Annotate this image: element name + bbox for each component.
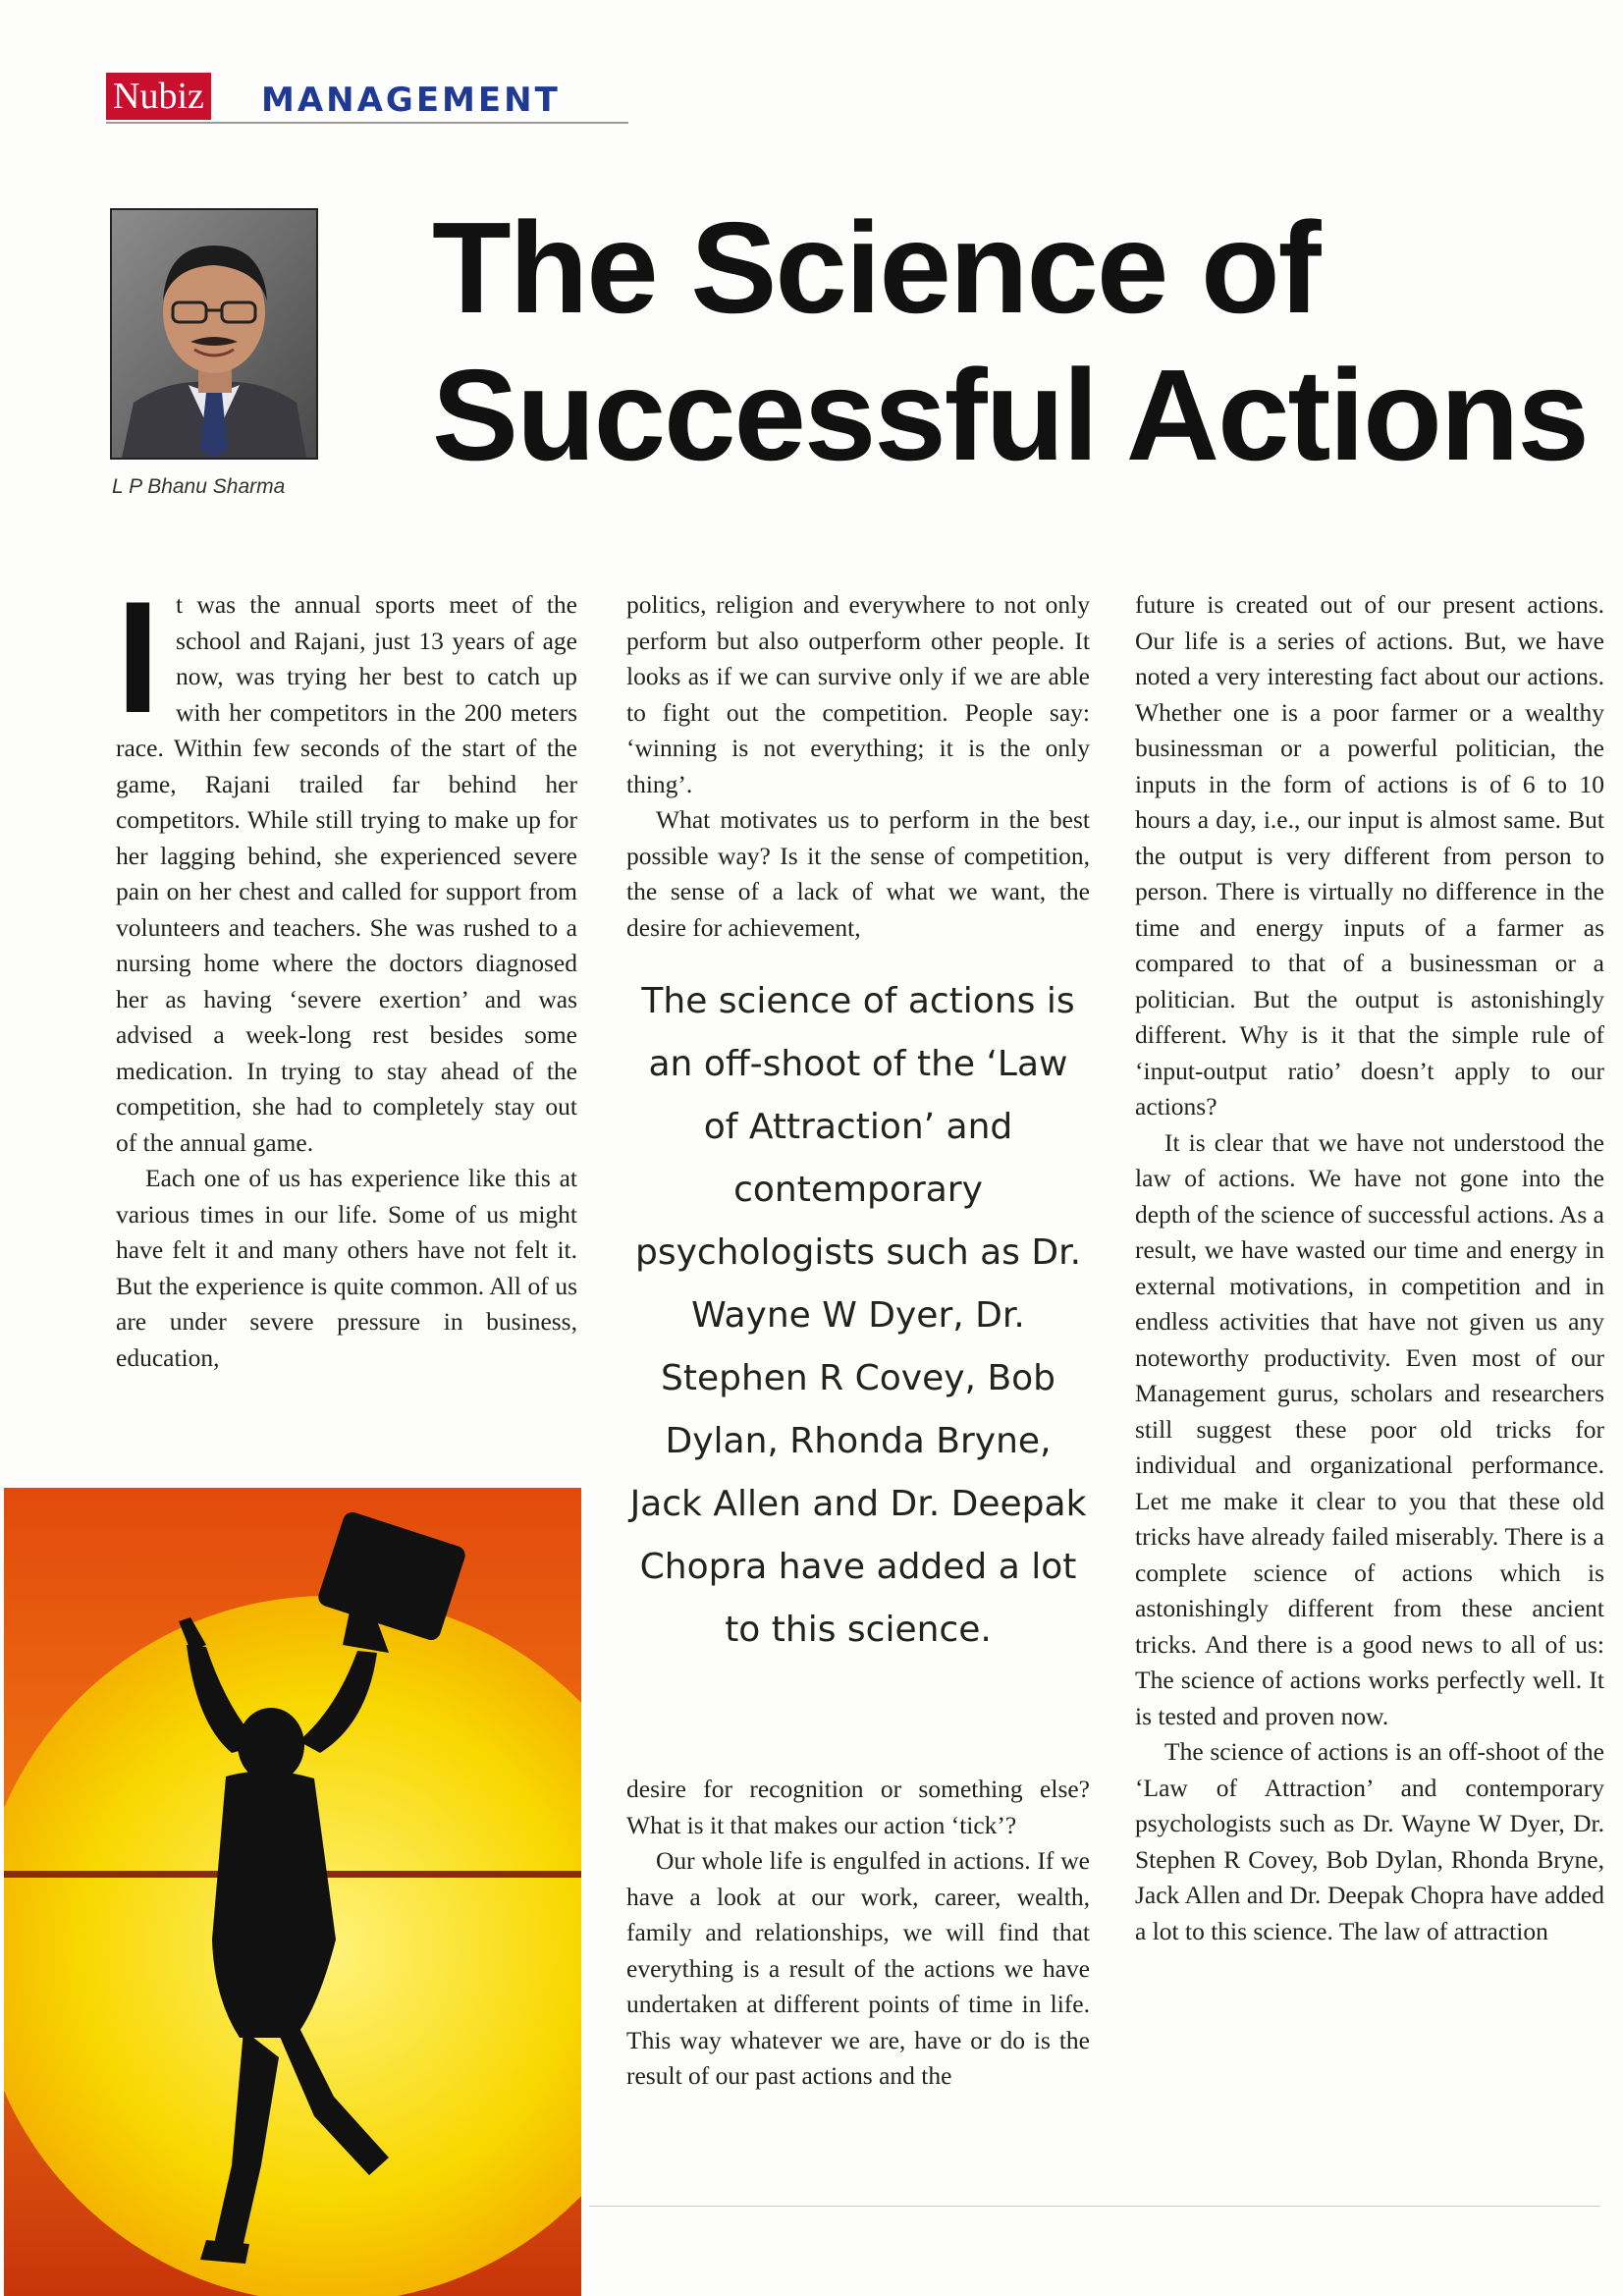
paragraph: It is clear that we have not understood the law of actions. We have not gone into the depth of the science of successful actions. As a result, we have wasted our time and energy in external motivations, in competition and in endless activities that have not given us any noteworthy productivity. Even most of our Management gurus, scholars and researchers still suggest these poor old tricks for individual and organizational performance. Let me make it clear to you that these old tricks have already failed miserably. There is a complete science of actions which is astonishingly different from these ancient tricks. And there is a good news to all of us: The science of actions works perfectly well. It is tested and proven now. — [1135, 1127, 1604, 1730]
drop-cap: I — [116, 569, 161, 746]
article-title — [432, 194, 1610, 489]
author-portrait-icon — [112, 210, 316, 458]
title-line-2: Successful Actions — [432, 343, 1588, 487]
body-column-1 — [116, 569, 577, 1376]
section-label: MANAGEMENT — [261, 81, 561, 120]
paragraph: desire for recognition or something else? What is it that makes our action ‘tick’? — [626, 1775, 1090, 1839]
body-column-3 — [1135, 587, 1604, 1949]
paragraph: It was the annual sports meet of the school and Rajani, just 13 years of age now, was trying her best to catch up with her competitors in the 200 meters race. Within few seconds of the start of the game, Rajani trailed far behind her competitors. While still trying to make up for her lagging behind, she experienced severe pain on her chest and called for support from volunteers and teachers. She was rushed to a nursing home where the doctors diagnosed her as having ‘severe exertion’ and was advised a week-long rest besides some medication. In trying to stay ahead of the competition, she had to completely stay out of the annual game. — [116, 569, 577, 1157]
paragraph: Each one of us has experience like this at various times in our life. Some of us might have felt it and many others have not felt it. But the experience is quite common. All of us are under severe pressure in business, education, — [116, 1164, 577, 1372]
page-header — [106, 67, 628, 124]
author-caption: L P Bhanu Sharma — [112, 475, 286, 498]
body-column-2-bottom — [626, 1772, 1090, 2095]
paragraph: Our whole life is engulfed in actions. If we have a look at our work, career, wealth, family and relationships, we will find that everything is a result of the actions we have undertaken at different points of time in life. This way whatever we are, have or do is the result of our past actions and the — [626, 1846, 1090, 2090]
paragraph: politics, religion and everywhere to not only perform but also outperform other people. It looks as if we can survive only if we are able to fight out the competition. People say: ‘winning is not everything; it is the only thing’. — [626, 590, 1090, 798]
title-line-1: The Science of — [432, 195, 1320, 340]
footer-rule — [589, 2206, 1600, 2207]
body-column-2-top — [626, 587, 1090, 946]
paragraph: What motivates us to perform in the best possible way? Is it the sense of competition, the sense of a lack of what we want, the desire for achievement, — [626, 805, 1090, 942]
illustration-businessman-sunset — [4, 1488, 581, 2296]
author-photo — [110, 208, 318, 460]
pull-quote: The science of actions is an off-shoot of the ‘Law of Attraction’ and contemporary psychologists such as Dr. Wayne W Dyer, Dr. Stephen R Covey, Bob Dylan, Rhonda Bryne, Jack Allen and Dr. Deepak Chopra have added a lot to this science. — [629, 981, 1087, 1650]
businessman-silhouette-icon — [4, 1488, 581, 2296]
brand-logo: Nubiz — [106, 73, 211, 120]
paragraph: The science of actions is an off-shoot of the ‘Law of Attraction’ and contemporary psychologists such as Dr. Wayne W Dyer, Dr. Stephen R Covey, Bob Dylan, Rhonda Bryne, Jack Allen and Dr. Deepak Chopra have added a lot to this science. The law of attraction — [1135, 1737, 1604, 1945]
paragraph: future is created out of our present actions. Our life is a series of actions. But, we have noted a very interesting fact about our actions. Whether one is a poor farmer or a wealthy businessman or a powerful politician, the inputs in the form of actions is of 6 to 10 hours a day, i.e., our input is almost same. But the output is very different from person to person. There is virtually no difference in the time and energy inputs of a farmer as compared to that of a businessman or a politician. But the output is astonishingly different. Why is it that the simple rule of ‘input-output ratio’ doesn’t apply to our actions? — [1135, 590, 1604, 1121]
